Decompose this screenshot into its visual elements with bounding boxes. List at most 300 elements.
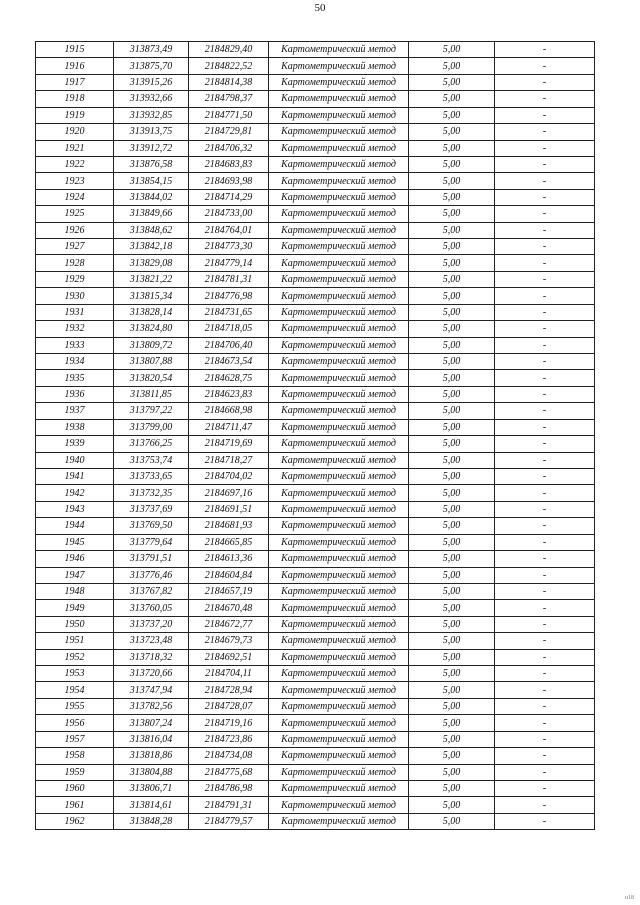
y-coordinate-cell: 2184693,98 xyxy=(189,173,269,189)
point-number-cell: 1955 xyxy=(36,698,114,714)
x-coordinate-cell: 313932,66 xyxy=(114,91,189,107)
point-number-cell: 1943 xyxy=(36,501,114,517)
y-coordinate-cell: 2184776,98 xyxy=(189,288,269,304)
table-row xyxy=(36,173,595,189)
accuracy-cell: 5,00 xyxy=(409,107,495,123)
y-coordinate-cell: 2184822,52 xyxy=(189,58,269,74)
point-number-cell: 1947 xyxy=(36,567,114,583)
y-coordinate-cell: 2184604,84 xyxy=(189,567,269,583)
point-number-cell: 1945 xyxy=(36,534,114,550)
description-cell: - xyxy=(495,649,595,665)
x-coordinate-cell: 313915,26 xyxy=(114,74,189,90)
description-cell: - xyxy=(495,764,595,780)
accuracy-cell: 5,00 xyxy=(409,551,495,567)
table-row xyxy=(36,764,595,780)
table-row xyxy=(36,600,595,616)
x-coordinate-cell: 313844,02 xyxy=(114,189,189,205)
description-cell: - xyxy=(495,682,595,698)
y-coordinate-cell: 2184704,02 xyxy=(189,468,269,484)
x-coordinate-cell: 313767,82 xyxy=(114,583,189,599)
x-coordinate-cell: 313848,62 xyxy=(114,222,189,238)
y-coordinate-cell: 2184668,98 xyxy=(189,403,269,419)
point-number-cell: 1944 xyxy=(36,518,114,534)
table-row xyxy=(36,715,595,731)
x-coordinate-cell: 313854,15 xyxy=(114,173,189,189)
x-coordinate-cell: 313782,56 xyxy=(114,698,189,714)
description-cell: - xyxy=(495,583,595,599)
point-number-cell: 1917 xyxy=(36,74,114,90)
method-cell: Картометрический метод xyxy=(269,616,409,632)
x-coordinate-cell: 313806,71 xyxy=(114,780,189,796)
description-cell: - xyxy=(495,501,595,517)
method-cell: Картометрический метод xyxy=(269,666,409,682)
description-cell: - xyxy=(495,58,595,74)
description-cell: - xyxy=(495,468,595,484)
accuracy-cell: 5,00 xyxy=(409,567,495,583)
point-number-cell: 1916 xyxy=(36,58,114,74)
y-coordinate-cell: 2184613,36 xyxy=(189,551,269,567)
x-coordinate-cell: 313799,00 xyxy=(114,419,189,435)
table-row xyxy=(36,797,595,813)
y-coordinate-cell: 2184697,16 xyxy=(189,485,269,501)
accuracy-cell: 5,00 xyxy=(409,649,495,665)
table-row xyxy=(36,518,595,534)
point-number-cell: 1936 xyxy=(36,386,114,402)
description-cell: - xyxy=(495,206,595,222)
table-row xyxy=(36,271,595,287)
y-coordinate-cell: 2184706,40 xyxy=(189,337,269,353)
method-cell: Картометрический метод xyxy=(269,748,409,764)
point-number-cell: 1957 xyxy=(36,731,114,747)
x-coordinate-cell: 313913,75 xyxy=(114,124,189,140)
method-cell: Картометрический метод xyxy=(269,370,409,386)
table-row xyxy=(36,468,595,484)
description-cell: - xyxy=(495,797,595,813)
x-coordinate-cell: 313779,64 xyxy=(114,534,189,550)
point-number-cell: 1937 xyxy=(36,403,114,419)
description-cell: - xyxy=(495,222,595,238)
y-coordinate-cell: 2184704,11 xyxy=(189,666,269,682)
x-coordinate-cell: 313791,51 xyxy=(114,551,189,567)
description-cell: - xyxy=(495,666,595,682)
accuracy-cell: 5,00 xyxy=(409,616,495,632)
y-coordinate-cell: 2184728,94 xyxy=(189,682,269,698)
method-cell: Картометрический метод xyxy=(269,156,409,172)
table-row xyxy=(36,452,595,468)
accuracy-cell: 5,00 xyxy=(409,518,495,534)
method-cell: Картометрический метод xyxy=(269,485,409,501)
point-number-cell: 1960 xyxy=(36,780,114,796)
x-coordinate-cell: 313737,69 xyxy=(114,501,189,517)
table-row xyxy=(36,813,595,829)
table-row xyxy=(36,583,595,599)
y-coordinate-cell: 2184781,31 xyxy=(189,271,269,287)
description-cell: - xyxy=(495,271,595,287)
accuracy-cell: 5,00 xyxy=(409,140,495,156)
table-row xyxy=(36,386,595,402)
x-coordinate-cell: 313718,32 xyxy=(114,649,189,665)
accuracy-cell: 5,00 xyxy=(409,239,495,255)
coordinates-table-body xyxy=(36,42,595,830)
y-coordinate-cell: 2184791,31 xyxy=(189,797,269,813)
table-row xyxy=(36,91,595,107)
table-row xyxy=(36,698,595,714)
table-row xyxy=(36,107,595,123)
table-row xyxy=(36,501,595,517)
accuracy-cell: 5,00 xyxy=(409,337,495,353)
point-number-cell: 1924 xyxy=(36,189,114,205)
accuracy-cell: 5,00 xyxy=(409,403,495,419)
method-cell: Картометрический метод xyxy=(269,583,409,599)
method-cell: Картометрический метод xyxy=(269,551,409,567)
table-row xyxy=(36,748,595,764)
point-number-cell: 1935 xyxy=(36,370,114,386)
accuracy-cell: 5,00 xyxy=(409,682,495,698)
description-cell: - xyxy=(495,452,595,468)
description-cell: - xyxy=(495,189,595,205)
table-row xyxy=(36,419,595,435)
table-row xyxy=(36,124,595,140)
method-cell: Картометрический метод xyxy=(269,780,409,796)
y-coordinate-cell: 2184718,27 xyxy=(189,452,269,468)
x-coordinate-cell: 313849,66 xyxy=(114,206,189,222)
method-cell: Картометрический метод xyxy=(269,715,409,731)
accuracy-cell: 5,00 xyxy=(409,124,495,140)
accuracy-cell: 5,00 xyxy=(409,583,495,599)
y-coordinate-cell: 2184719,16 xyxy=(189,715,269,731)
description-cell: - xyxy=(495,337,595,353)
point-number-cell: 1915 xyxy=(36,42,114,58)
x-coordinate-cell: 313829,08 xyxy=(114,255,189,271)
accuracy-cell: 5,00 xyxy=(409,370,495,386)
table-row xyxy=(36,682,595,698)
description-cell: - xyxy=(495,731,595,747)
accuracy-cell: 5,00 xyxy=(409,222,495,238)
point-number-cell: 1941 xyxy=(36,468,114,484)
accuracy-cell: 5,00 xyxy=(409,74,495,90)
table-row xyxy=(36,337,595,353)
table-row xyxy=(36,288,595,304)
method-cell: Картометрический метод xyxy=(269,518,409,534)
point-number-cell: 1952 xyxy=(36,649,114,665)
description-cell: - xyxy=(495,600,595,616)
accuracy-cell: 5,00 xyxy=(409,780,495,796)
description-cell: - xyxy=(495,780,595,796)
y-coordinate-cell: 2184714,29 xyxy=(189,189,269,205)
x-coordinate-cell: 313848,28 xyxy=(114,813,189,829)
y-coordinate-cell: 2184719,69 xyxy=(189,436,269,452)
x-coordinate-cell: 313818,86 xyxy=(114,748,189,764)
method-cell: Картометрический метод xyxy=(269,567,409,583)
y-coordinate-cell: 2184786,98 xyxy=(189,780,269,796)
accuracy-cell: 5,00 xyxy=(409,156,495,172)
accuracy-cell: 5,00 xyxy=(409,813,495,829)
method-cell: Картометрический метод xyxy=(269,698,409,714)
table-row xyxy=(36,156,595,172)
y-coordinate-cell: 2184706,32 xyxy=(189,140,269,156)
x-coordinate-cell: 313737,20 xyxy=(114,616,189,632)
table-row xyxy=(36,304,595,320)
point-number-cell: 1946 xyxy=(36,551,114,567)
method-cell: Картометрический метод xyxy=(269,206,409,222)
point-number-cell: 1933 xyxy=(36,337,114,353)
point-number-cell: 1920 xyxy=(36,124,114,140)
point-number-cell: 1958 xyxy=(36,748,114,764)
table-row xyxy=(36,354,595,370)
method-cell: Картометрический метод xyxy=(269,337,409,353)
method-cell: Картометрический метод xyxy=(269,682,409,698)
table-row xyxy=(36,731,595,747)
x-coordinate-cell: 313760,05 xyxy=(114,600,189,616)
footer-mark: u18 xyxy=(625,895,634,901)
x-coordinate-cell: 313723,48 xyxy=(114,633,189,649)
x-coordinate-cell: 313733,65 xyxy=(114,468,189,484)
description-cell: - xyxy=(495,304,595,320)
table-row xyxy=(36,485,595,501)
y-coordinate-cell: 2184798,37 xyxy=(189,91,269,107)
point-number-cell: 1932 xyxy=(36,321,114,337)
method-cell: Картометрический метод xyxy=(269,304,409,320)
x-coordinate-cell: 313797,22 xyxy=(114,403,189,419)
point-number-cell: 1928 xyxy=(36,255,114,271)
description-cell: - xyxy=(495,255,595,271)
point-number-cell: 1919 xyxy=(36,107,114,123)
point-number-cell: 1934 xyxy=(36,354,114,370)
point-number-cell: 1951 xyxy=(36,633,114,649)
y-coordinate-cell: 2184672,77 xyxy=(189,616,269,632)
y-coordinate-cell: 2184779,14 xyxy=(189,255,269,271)
point-number-cell: 1962 xyxy=(36,813,114,829)
table-row xyxy=(36,551,595,567)
method-cell: Картометрический метод xyxy=(269,91,409,107)
x-coordinate-cell: 313821,22 xyxy=(114,271,189,287)
accuracy-cell: 5,00 xyxy=(409,715,495,731)
x-coordinate-cell: 313873,49 xyxy=(114,42,189,58)
x-coordinate-cell: 313932,85 xyxy=(114,107,189,123)
point-number-cell: 1925 xyxy=(36,206,114,222)
description-cell: - xyxy=(495,518,595,534)
x-coordinate-cell: 313875,70 xyxy=(114,58,189,74)
method-cell: Картометрический метод xyxy=(269,419,409,435)
method-cell: Картометрический метод xyxy=(269,764,409,780)
accuracy-cell: 5,00 xyxy=(409,288,495,304)
y-coordinate-cell: 2184731,65 xyxy=(189,304,269,320)
table-row xyxy=(36,403,595,419)
method-cell: Картометрический метод xyxy=(269,731,409,747)
method-cell: Картометрический метод xyxy=(269,271,409,287)
x-coordinate-cell: 313753,74 xyxy=(114,452,189,468)
point-number-cell: 1927 xyxy=(36,239,114,255)
method-cell: Картометрический метод xyxy=(269,452,409,468)
method-cell: Картометрический метод xyxy=(269,74,409,90)
y-coordinate-cell: 2184692,51 xyxy=(189,649,269,665)
table-row xyxy=(36,321,595,337)
method-cell: Картометрический метод xyxy=(269,58,409,74)
description-cell: - xyxy=(495,485,595,501)
y-coordinate-cell: 2184764,01 xyxy=(189,222,269,238)
accuracy-cell: 5,00 xyxy=(409,468,495,484)
description-cell: - xyxy=(495,748,595,764)
point-number-cell: 1956 xyxy=(36,715,114,731)
y-coordinate-cell: 2184771,50 xyxy=(189,107,269,123)
table-row xyxy=(36,370,595,386)
description-cell: - xyxy=(495,633,595,649)
x-coordinate-cell: 313814,61 xyxy=(114,797,189,813)
y-coordinate-cell: 2184728,07 xyxy=(189,698,269,714)
method-cell: Картометрический метод xyxy=(269,42,409,58)
point-number-cell: 1921 xyxy=(36,140,114,156)
description-cell: - xyxy=(495,140,595,156)
point-number-cell: 1959 xyxy=(36,764,114,780)
method-cell: Картометрический метод xyxy=(269,255,409,271)
point-number-cell: 1948 xyxy=(36,583,114,599)
description-cell: - xyxy=(495,813,595,829)
accuracy-cell: 5,00 xyxy=(409,271,495,287)
accuracy-cell: 5,00 xyxy=(409,436,495,452)
x-coordinate-cell: 313807,88 xyxy=(114,354,189,370)
method-cell: Картометрический метод xyxy=(269,189,409,205)
table-row xyxy=(36,189,595,205)
point-number-cell: 1942 xyxy=(36,485,114,501)
table-row xyxy=(36,140,595,156)
x-coordinate-cell: 313732,35 xyxy=(114,485,189,501)
table-row xyxy=(36,666,595,682)
method-cell: Картометрический метод xyxy=(269,107,409,123)
x-coordinate-cell: 313912,72 xyxy=(114,140,189,156)
accuracy-cell: 5,00 xyxy=(409,534,495,550)
accuracy-cell: 5,00 xyxy=(409,42,495,58)
table-row xyxy=(36,780,595,796)
method-cell: Картометрический метод xyxy=(269,321,409,337)
y-coordinate-cell: 2184670,48 xyxy=(189,600,269,616)
description-cell: - xyxy=(495,370,595,386)
x-coordinate-cell: 313807,24 xyxy=(114,715,189,731)
method-cell: Картометрический метод xyxy=(269,633,409,649)
description-cell: - xyxy=(495,534,595,550)
accuracy-cell: 5,00 xyxy=(409,304,495,320)
description-cell: - xyxy=(495,436,595,452)
point-number-cell: 1961 xyxy=(36,797,114,813)
table-row xyxy=(36,239,595,255)
description-cell: - xyxy=(495,321,595,337)
accuracy-cell: 5,00 xyxy=(409,764,495,780)
y-coordinate-cell: 2184679,73 xyxy=(189,633,269,649)
table-row xyxy=(36,58,595,74)
x-coordinate-cell: 313828,14 xyxy=(114,304,189,320)
accuracy-cell: 5,00 xyxy=(409,419,495,435)
point-number-cell: 1938 xyxy=(36,419,114,435)
table-row xyxy=(36,255,595,271)
accuracy-cell: 5,00 xyxy=(409,58,495,74)
point-number-cell: 1926 xyxy=(36,222,114,238)
x-coordinate-cell: 313776,46 xyxy=(114,567,189,583)
description-cell: - xyxy=(495,551,595,567)
accuracy-cell: 5,00 xyxy=(409,386,495,402)
y-coordinate-cell: 2184723,86 xyxy=(189,731,269,747)
table-row xyxy=(36,534,595,550)
accuracy-cell: 5,00 xyxy=(409,189,495,205)
accuracy-cell: 5,00 xyxy=(409,452,495,468)
method-cell: Картометрический метод xyxy=(269,534,409,550)
accuracy-cell: 5,00 xyxy=(409,666,495,682)
description-cell: - xyxy=(495,42,595,58)
y-coordinate-cell: 2184775,68 xyxy=(189,764,269,780)
description-cell: - xyxy=(495,698,595,714)
method-cell: Картометрический метод xyxy=(269,403,409,419)
method-cell: Картометрический метод xyxy=(269,222,409,238)
method-cell: Картометрический метод xyxy=(269,354,409,370)
accuracy-cell: 5,00 xyxy=(409,354,495,370)
y-coordinate-cell: 2184623,83 xyxy=(189,386,269,402)
y-coordinate-cell: 2184734,08 xyxy=(189,748,269,764)
accuracy-cell: 5,00 xyxy=(409,206,495,222)
accuracy-cell: 5,00 xyxy=(409,255,495,271)
x-coordinate-cell: 313815,34 xyxy=(114,288,189,304)
y-coordinate-cell: 2184628,75 xyxy=(189,370,269,386)
method-cell: Картометрический метод xyxy=(269,239,409,255)
point-number-cell: 1931 xyxy=(36,304,114,320)
method-cell: Картометрический метод xyxy=(269,124,409,140)
description-cell: - xyxy=(495,403,595,419)
x-coordinate-cell: 313747,94 xyxy=(114,682,189,698)
x-coordinate-cell: 313766,25 xyxy=(114,436,189,452)
method-cell: Картометрический метод xyxy=(269,173,409,189)
description-cell: - xyxy=(495,567,595,583)
description-cell: - xyxy=(495,107,595,123)
description-cell: - xyxy=(495,91,595,107)
method-cell: Картометрический метод xyxy=(269,649,409,665)
description-cell: - xyxy=(495,156,595,172)
description-cell: - xyxy=(495,616,595,632)
y-coordinate-cell: 2184733,00 xyxy=(189,206,269,222)
accuracy-cell: 5,00 xyxy=(409,797,495,813)
y-coordinate-cell: 2184665,85 xyxy=(189,534,269,550)
method-cell: Картометрический метод xyxy=(269,813,409,829)
point-number-cell: 1940 xyxy=(36,452,114,468)
point-number-cell: 1953 xyxy=(36,666,114,682)
table-row xyxy=(36,633,595,649)
point-number-cell: 1930 xyxy=(36,288,114,304)
y-coordinate-cell: 2184779,57 xyxy=(189,813,269,829)
y-coordinate-cell: 2184718,05 xyxy=(189,321,269,337)
table-row xyxy=(36,222,595,238)
y-coordinate-cell: 2184657,19 xyxy=(189,583,269,599)
coordinates-table xyxy=(35,41,595,830)
x-coordinate-cell: 313809,72 xyxy=(114,337,189,353)
y-coordinate-cell: 2184681,93 xyxy=(189,518,269,534)
x-coordinate-cell: 313824,80 xyxy=(114,321,189,337)
x-coordinate-cell: 313842,18 xyxy=(114,239,189,255)
accuracy-cell: 5,00 xyxy=(409,173,495,189)
accuracy-cell: 5,00 xyxy=(409,748,495,764)
method-cell: Картометрический метод xyxy=(269,797,409,813)
table-row xyxy=(36,42,595,58)
y-coordinate-cell: 2184691,51 xyxy=(189,501,269,517)
description-cell: - xyxy=(495,173,595,189)
method-cell: Картометрический метод xyxy=(269,436,409,452)
y-coordinate-cell: 2184711,47 xyxy=(189,419,269,435)
accuracy-cell: 5,00 xyxy=(409,600,495,616)
table-row xyxy=(36,74,595,90)
x-coordinate-cell: 313820,54 xyxy=(114,370,189,386)
x-coordinate-cell: 313769,50 xyxy=(114,518,189,534)
table-row xyxy=(36,649,595,665)
method-cell: Картометрический метод xyxy=(269,140,409,156)
accuracy-cell: 5,00 xyxy=(409,633,495,649)
accuracy-cell: 5,00 xyxy=(409,698,495,714)
method-cell: Картометрический метод xyxy=(269,386,409,402)
y-coordinate-cell: 2184729,81 xyxy=(189,124,269,140)
